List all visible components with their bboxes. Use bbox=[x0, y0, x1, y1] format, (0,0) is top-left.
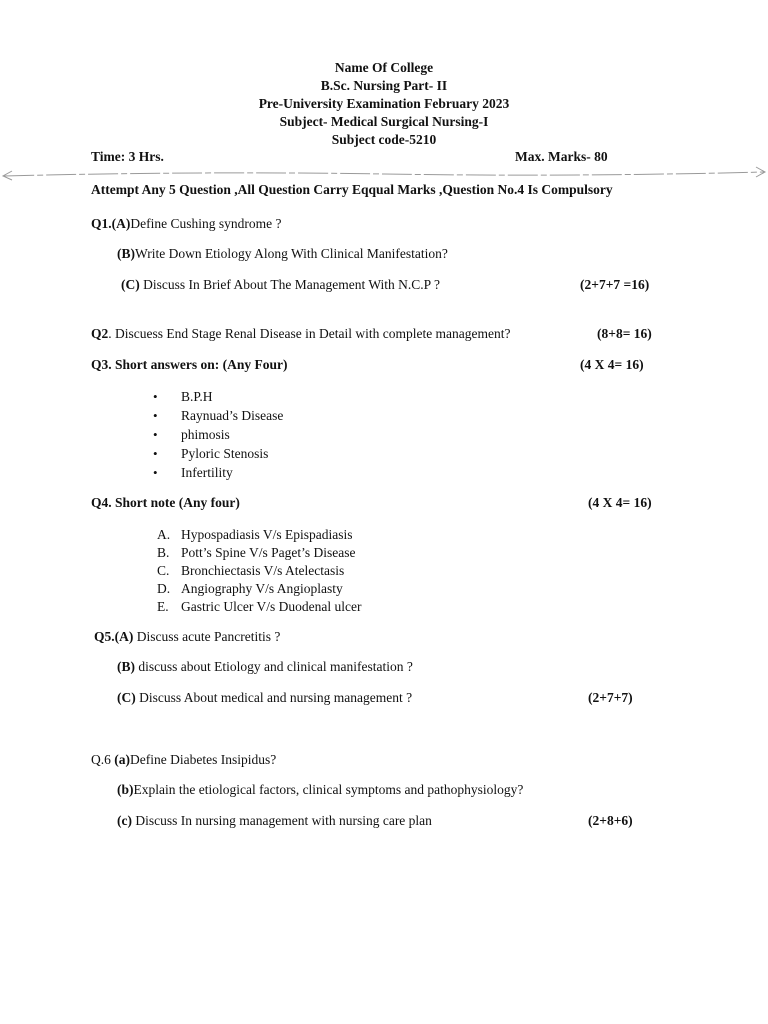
list-item bbox=[157, 527, 361, 545]
q4-title: Q4. Short note (Any four) bbox=[91, 495, 240, 510]
subject-name: Subject- Medical Surgical Nursing-I bbox=[279, 114, 489, 129]
q6-b-label: (b) bbox=[117, 782, 134, 797]
course-name: B.Sc. Nursing Part- II bbox=[320, 78, 448, 93]
q1-a-text: Define Cushing syndrome ? bbox=[130, 216, 282, 231]
q5-marks: (2+7+7) bbox=[588, 690, 633, 705]
q6-marks: (2+8+6) bbox=[588, 813, 633, 828]
q1-part-b bbox=[117, 246, 448, 262]
q4-marks: (4 X 4= 16) bbox=[588, 495, 652, 510]
q1-b-text: Write Down Etiology Along With Clinical Manifestation? bbox=[135, 246, 448, 261]
q1-part-c bbox=[121, 277, 440, 293]
list-item-letter: C. bbox=[157, 563, 170, 578]
q3-list bbox=[153, 389, 283, 484]
exam-name: Pre-University Examination February 2023 bbox=[258, 96, 510, 111]
q5-c-label: (C) bbox=[117, 690, 136, 705]
q2-text: . Discuess End Stage Renal Disease in Detail with complete management? bbox=[108, 326, 511, 341]
list-item-letter: A. bbox=[157, 527, 171, 542]
list-item bbox=[157, 545, 361, 563]
q5-part-b bbox=[117, 659, 413, 675]
q4-list bbox=[157, 527, 361, 617]
q2-question bbox=[91, 326, 511, 342]
list-item: • Pyloric Stenosis bbox=[153, 446, 283, 465]
list-item-text: Pott’s Spine V/s Paget’s Disease bbox=[181, 545, 356, 560]
q3-title: Q3. Short answers on: (Any Four) bbox=[91, 357, 288, 372]
q2-marks: (8+8= 16) bbox=[597, 326, 652, 341]
q5-part-c bbox=[117, 690, 412, 706]
exam-time: Time: 3 Hrs. bbox=[91, 149, 164, 164]
q1-marks: (2+7+7 =16) bbox=[580, 277, 650, 292]
list-item-letter: E. bbox=[157, 599, 169, 614]
list-item: • Raynuad’s Disease bbox=[153, 408, 283, 427]
header-divider bbox=[0, 164, 768, 184]
q5-a-text: Discuss acute Pancretitis ? bbox=[133, 629, 281, 644]
q6-part-a bbox=[91, 752, 276, 768]
list-item: • phimosis bbox=[153, 427, 283, 446]
q5-b-label: (B) bbox=[117, 659, 135, 674]
list-item-text: Bronchiectasis V/s Atelectasis bbox=[181, 563, 345, 578]
q5-b-text: discuss about Etiology and clinical manifestation ? bbox=[135, 659, 413, 674]
q1-c-label: (C) bbox=[121, 277, 140, 292]
q6-part-b bbox=[117, 782, 523, 798]
q5-c-text: Discuss About medical and nursing management ? bbox=[135, 690, 413, 705]
list-item-text: Angiography V/s Angioplasty bbox=[181, 581, 343, 596]
list-item bbox=[157, 599, 361, 617]
q3-marks: (4 X 4= 16) bbox=[580, 357, 644, 372]
q1-a-label: Q1.(A) bbox=[91, 216, 131, 231]
q1-part-a bbox=[91, 216, 281, 232]
q6-part-c bbox=[117, 813, 432, 829]
q5-a-label: Q5.(A) bbox=[94, 629, 134, 644]
list-item bbox=[157, 563, 361, 581]
subject-code: Subject code-5210 bbox=[331, 132, 437, 147]
q6-c-label: (c) bbox=[117, 813, 132, 828]
list-item: • Infertility bbox=[153, 465, 283, 484]
exam-instruction: Attempt Any 5 Question ,All Question Carry Eqqual Marks ,Question No.4 Is Compulsory bbox=[91, 182, 613, 197]
q6-number: Q.6 bbox=[91, 752, 115, 767]
list-item-text: Hypospadiasis V/s Epispadiasis bbox=[181, 527, 353, 542]
q2-label: Q2 bbox=[91, 326, 109, 341]
q1-b-label: (B) bbox=[117, 246, 135, 261]
q6-b-text: Explain the etiological factors, clinical symptoms and pathophysiology? bbox=[133, 782, 524, 797]
q6-c-text: Discuss In nursing management with nursing care plan bbox=[131, 813, 432, 828]
q6-a-label: (a) bbox=[114, 752, 130, 767]
q1-c-text: Discuss In Brief About The Management With N.C.P ? bbox=[139, 277, 441, 292]
college-name: Name Of College bbox=[334, 60, 434, 75]
list-item-letter: B. bbox=[157, 545, 170, 560]
max-marks: Max. Marks- 80 bbox=[515, 149, 608, 164]
list-item-letter: D. bbox=[157, 581, 171, 596]
q5-part-a bbox=[94, 629, 280, 645]
list-item bbox=[157, 581, 361, 599]
list-item: • B.P.H bbox=[153, 389, 283, 408]
list-item-text: Gastric Ulcer V/s Duodenal ulcer bbox=[181, 599, 362, 614]
q6-a-text: Define Diabetes Insipidus? bbox=[130, 752, 277, 767]
